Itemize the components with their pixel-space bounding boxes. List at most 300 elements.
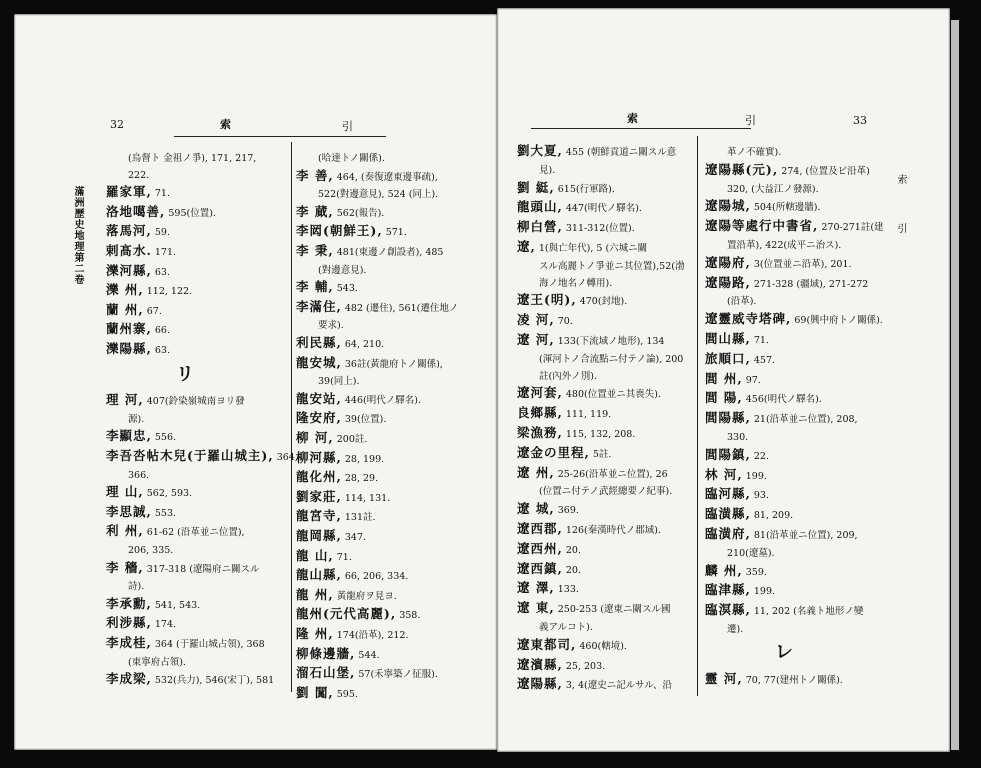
entry-continuation: 詩).: [128, 581, 145, 593]
entry-headword: 遼陽路,: [705, 274, 751, 290]
index-entry: [296, 392, 421, 408]
index-entry: [106, 244, 176, 260]
index-entry: [705, 603, 863, 619]
entry-references: 274, (位置及ビ沿革): [778, 165, 870, 177]
entry-references: 20.: [562, 544, 581, 556]
entry-continuation: (位置ニ付テノ武經總要ノ紀事).: [539, 486, 673, 498]
entry-headword: 遼 東,: [517, 600, 555, 616]
entry-headword: 遼陽城,: [705, 198, 751, 214]
index-entry: [106, 342, 170, 358]
index-entry: [296, 588, 397, 604]
entry-continuation: 置沿革), 422(成平ニ治ス).: [727, 240, 842, 251]
entry-references: 67.: [143, 305, 162, 317]
index-entry: [517, 446, 611, 462]
entry-references: 457.: [750, 354, 776, 366]
entry-references: 562(報告).: [333, 207, 385, 219]
index-entry: [517, 542, 581, 558]
entry-continuation: (渾河トノ合流點ニ付テノ論), 200: [539, 353, 684, 365]
entry-references: 470(封地).: [576, 296, 628, 308]
entry-references: 93.: [750, 490, 769, 502]
index-entry: [517, 426, 635, 442]
entry-headword: 旅順口,: [705, 350, 751, 366]
index-entry: [517, 200, 642, 216]
index-entry: [296, 451, 384, 467]
entry-headword: 理 山,: [106, 484, 144, 500]
index-entry: [705, 372, 761, 388]
entry-references: 39(位置).: [341, 414, 387, 426]
index-entry: [296, 356, 443, 372]
index-entry: [705, 468, 767, 484]
entry-headword: 柳白營,: [517, 219, 563, 235]
index-entry: [296, 300, 458, 316]
index-entry: [517, 144, 676, 160]
index-entry: [106, 429, 176, 445]
entry-headword: 梁漁務,: [517, 425, 563, 440]
entry-headword: 柳河縣,: [296, 449, 342, 465]
index-entry: [106, 505, 176, 521]
entry-headword: 龍山縣,: [296, 567, 342, 583]
entry-headword: 遼陽等處行中書省,: [705, 218, 819, 234]
index-entry: [705, 199, 820, 215]
entry-headword: 劉 綎,: [517, 179, 555, 195]
entry-headword: 龍 州,: [296, 586, 334, 602]
index-entry: [517, 466, 668, 482]
index-entry: [296, 666, 438, 682]
entry-headword: 閭 州,: [705, 370, 743, 386]
entry-headword: 龍頭山,: [517, 199, 563, 215]
header-center: 索: [220, 118, 231, 131]
entry-headword: 李 穡,: [106, 559, 144, 575]
entry-references: 369.: [554, 505, 579, 517]
entry-continuation: 註(內外ノ別).: [539, 370, 597, 382]
entry-headword: 凌 河,: [517, 312, 555, 328]
index-entry: [705, 312, 883, 328]
entry-headword: 劉家莊,: [296, 488, 342, 504]
index-entry: [705, 583, 775, 599]
entry-headword: 閭陽鎮,: [705, 446, 751, 462]
entry-references: 199.: [742, 470, 767, 482]
entry-references: 364,: [273, 452, 298, 463]
entry-headword: 李 善,: [296, 167, 334, 183]
entry-continuation: 義アルコト).: [539, 622, 593, 633]
index-entry: [106, 303, 162, 319]
entry-references: 456(明代ノ驛名).: [742, 394, 822, 406]
entry-headword: 龍岡縣,: [296, 528, 342, 543]
index-entry: [296, 627, 408, 643]
entry-references: 171.: [151, 247, 177, 258]
entry-references: 64, 210.: [341, 339, 385, 350]
entry-references: 63.: [151, 266, 170, 278]
index-entry: [296, 431, 367, 447]
index-entry: [517, 502, 579, 518]
entry-references: 543.: [333, 283, 358, 295]
entry-references: 464, (奏復遼東邊事疏),: [333, 171, 438, 183]
entry-continuation: (烏督ト 金祖ノ爭), 171, 217,: [128, 153, 257, 164]
entry-headword: 閭陽縣,: [705, 410, 751, 426]
entry-references: 66.: [151, 325, 170, 337]
entry-references: 36註(黃龍府トノ關係),: [341, 358, 443, 370]
entry-headword: 溜石山堡,: [296, 665, 356, 681]
entry-headword: 遼 澤,: [517, 580, 555, 596]
entry-continuation: 330.: [727, 432, 749, 443]
entry-continuation: 222.: [128, 169, 150, 181]
index-entry: [705, 219, 884, 235]
entry-headword: 濼陽縣,: [106, 341, 152, 356]
index-entry: [517, 658, 605, 674]
index-entry: [517, 581, 579, 597]
index-entry: [517, 406, 611, 422]
entry-references: 595(位置).: [165, 207, 216, 219]
index-entry: [106, 672, 274, 688]
entry-references: 174.: [151, 619, 177, 631]
entry-references: 21(沿革並ニ位置), 208,: [750, 414, 858, 426]
entry-references: 556.: [151, 432, 177, 444]
index-entry: [296, 224, 407, 240]
entry-headword: 蘭 州,: [106, 301, 144, 317]
index-entry: [296, 509, 376, 525]
index-entry: [705, 672, 843, 688]
entry-headword: 閭山縣,: [705, 331, 751, 346]
entry-references: 571.: [382, 227, 407, 239]
entry-headword: 臨潢府,: [705, 526, 751, 541]
entry-headword: 龍州(元代高麗),: [296, 606, 397, 622]
index-entry: [517, 240, 647, 256]
section-letter: リ: [176, 363, 194, 385]
entry-references: 28, 29.: [341, 473, 379, 485]
margin-index-label: 索 引: [895, 174, 906, 252]
index-entry: [106, 485, 192, 501]
entry-headword: 濼 州,: [106, 282, 144, 298]
entry-references: 28, 199.: [341, 453, 385, 465]
index-entry: [517, 293, 627, 309]
entry-references: 270-271註(建: [818, 222, 884, 234]
entry-references: 81(沿革並ニ位置), 209,: [750, 530, 858, 541]
entry-headword: 遼河套,: [517, 385, 563, 401]
entry-references: 71.: [151, 188, 170, 200]
index-entry: [517, 220, 635, 236]
entry-headword: 柳條邊牆,: [296, 645, 356, 661]
entry-references: 22.: [750, 450, 769, 462]
entry-headword: 遼陽縣(元),: [705, 161, 779, 177]
index-entry: [296, 336, 384, 352]
index-entry: [705, 256, 852, 272]
entry-references: 133(下流域ノ地形), 134: [554, 336, 665, 347]
entry-continuation: 見).: [539, 164, 556, 176]
entry-headword: 落馬河,: [106, 223, 152, 239]
entry-headword: 林 河,: [705, 466, 743, 482]
index-entry: [106, 449, 298, 465]
entry-continuation: (沿革).: [727, 296, 757, 308]
entry-headword: 遼陽府,: [705, 254, 751, 270]
entry-headword: 利涉縣,: [106, 615, 152, 631]
entry-references: 1(與亡年代), 5 (六城ニ關: [535, 243, 648, 254]
index-entry: [705, 564, 767, 580]
entry-headword: 龍安城,: [296, 354, 342, 370]
entry-continuation: 源).: [128, 413, 145, 425]
entry-references: 25-26(沿革並ニ位置), 26: [554, 468, 668, 480]
entry-references: 544.: [355, 649, 380, 661]
index-entry: [296, 169, 438, 185]
index-entry: [517, 677, 672, 693]
header-center: 引: [745, 114, 756, 127]
entry-headword: 遼濱縣,: [517, 656, 563, 672]
entry-headword: 臨河縣,: [705, 486, 751, 502]
entry-headword: 李 輔,: [296, 279, 334, 295]
entry-continuation: (東寧府占領).: [128, 656, 186, 668]
entry-continuation: 522(對邊意見), 524 (同上).: [318, 189, 439, 201]
index-entry: [705, 487, 769, 503]
entry-references: 615(行軍路).: [554, 183, 615, 195]
entry-references: 70, 77(建州トノ關係).: [742, 674, 843, 686]
index-entry: [296, 549, 352, 565]
entry-references: 25, 203.: [562, 660, 606, 672]
entry-headword: 遼,: [517, 239, 536, 254]
entry-continuation: 320, (大益江ノ發源).: [727, 183, 819, 195]
index-entry: [705, 507, 793, 523]
entry-references: 311-312(位置).: [562, 223, 635, 235]
index-entry: [296, 470, 378, 486]
entry-headword: 遼西鎮,: [517, 560, 563, 576]
entry-references: 199.: [750, 586, 776, 598]
entry-headword: 良鄉縣,: [517, 405, 563, 421]
index-entry: [517, 562, 581, 578]
entry-headword: 遼西郡,: [517, 521, 563, 536]
index-entry: [106, 224, 170, 240]
index-entry: [705, 332, 769, 348]
entry-continuation: (對邊意見).: [318, 264, 367, 276]
entry-headword: 臨潢縣,: [705, 506, 751, 522]
index-entry: [106, 597, 200, 613]
entry-headword: 臨溟縣,: [705, 602, 751, 618]
entry-references: 595.: [333, 688, 358, 700]
entry-headword: 遼陽縣,: [517, 676, 563, 692]
entry-references: 446(明代ノ驛名).: [341, 394, 421, 406]
entry-references: 71.: [333, 551, 352, 563]
index-entry: [296, 647, 380, 663]
entry-headword: 遼 河,: [517, 332, 555, 347]
index-entry: [517, 386, 661, 402]
entry-references: 200註.: [333, 434, 368, 445]
entry-headword: 遼王(明),: [517, 292, 577, 308]
entry-continuation: 366.: [128, 469, 150, 481]
entry-references: 97.: [742, 374, 761, 386]
header-rule: [531, 128, 751, 129]
left-page: [14, 14, 497, 750]
entry-headword: 理 河,: [106, 392, 144, 408]
entry-headword: 龍宮寺,: [296, 508, 342, 524]
entry-references: 553.: [151, 507, 177, 519]
entry-references: 5註.: [589, 448, 612, 460]
entry-references: 562, 593.: [143, 488, 193, 500]
entry-headword: 李㒺(朝鮮王),: [296, 223, 383, 239]
entry-references: 359.: [742, 566, 767, 578]
entry-headword: 利 州,: [106, 523, 144, 539]
entry-references: 3, 4(遼史ニ記ルサル、沿: [562, 680, 672, 692]
index-entry: [296, 244, 443, 260]
entry-headword: 隆 州,: [296, 626, 334, 641]
index-entry: [106, 561, 259, 577]
entry-references: 271-328 (疆域), 271-272: [750, 278, 869, 290]
entry-headword: 利民縣,: [296, 335, 342, 350]
entry-headword: 龍化州,: [296, 469, 342, 485]
entry-headword: 柳 河,: [296, 430, 334, 445]
entry-headword: 李滿住,: [296, 298, 342, 314]
entry-references: 541, 543.: [151, 599, 201, 611]
header-left: 索: [627, 112, 638, 125]
index-entry: [106, 616, 176, 632]
entry-headword: 蘭州寨,: [106, 321, 152, 337]
entry-references: 460(轄境).: [576, 640, 627, 652]
index-entry: [517, 601, 670, 617]
entry-headword: 遼東都司,: [517, 636, 577, 652]
right-page: [497, 8, 950, 752]
entry-headword: 李成梁,: [106, 671, 152, 687]
index-entry: [106, 322, 170, 338]
page-number: 32: [110, 118, 124, 131]
entry-references: 112, 122.: [143, 286, 193, 298]
entry-references: 71.: [750, 335, 769, 346]
entry-references: 364 (于羅山城占領), 368: [151, 639, 265, 650]
entry-headword: 麟 州,: [705, 562, 743, 578]
entry-headword: 劉大夏,: [517, 143, 563, 158]
entry-references: 447(明代ノ驛名).: [562, 203, 642, 215]
entry-references: 20.: [562, 564, 581, 576]
index-entry: [296, 607, 420, 623]
entry-references: 115, 132, 208.: [562, 429, 636, 440]
index-entry: [517, 313, 573, 329]
column-divider: [697, 136, 698, 696]
header-rule: [174, 136, 386, 137]
entry-headword: 濼河縣,: [106, 262, 152, 278]
entry-continuation: スル高麗トノ爭並ニ其位置),52(渤: [539, 260, 685, 272]
entry-references: 69(興中府トノ關係).: [791, 315, 883, 327]
index-entry: [517, 333, 664, 349]
index-entry: [517, 522, 661, 538]
header-right: 引: [342, 120, 353, 133]
page-edge: [951, 20, 959, 750]
entry-continuation: 210(遼墓).: [727, 547, 775, 559]
entry-headword: 閭 陽,: [705, 390, 743, 406]
index-entry: [705, 391, 822, 407]
entry-references: 504(所轄邊牆).: [750, 202, 821, 214]
entry-references: 11, 202 (名義ト地形ノ變: [750, 606, 864, 618]
entry-references: 407(鈴染嶺城南ヨリ發: [143, 396, 245, 408]
index-entry: [106, 636, 265, 652]
entry-headword: 靈 河,: [705, 670, 743, 686]
entry-references: 250-253 (遼東ニ關スル國: [554, 604, 671, 616]
entry-continuation: 遷).: [727, 624, 744, 635]
index-entry: [705, 411, 858, 427]
entry-headword: 洛地噶善,: [106, 203, 166, 219]
index-entry: [705, 448, 769, 464]
entry-headword: 羅家軍,: [106, 184, 152, 200]
entry-references: 57(禾寧築ノ征服).: [355, 669, 438, 681]
entry-references: 481(東邊ノ創設者), 485: [333, 247, 444, 258]
entry-references: 126(秦漢時代ノ郡域).: [562, 525, 661, 536]
index-entry: [106, 264, 170, 280]
entry-continuation: 39(同上).: [318, 376, 360, 388]
index-entry: [296, 280, 358, 296]
entry-references: 482 (遷住), 561(遷住地ノ: [341, 302, 459, 314]
entry-continuation: (哈達トノ關係).: [318, 153, 385, 164]
entry-headword: 李思誠,: [106, 503, 152, 519]
index-entry: [106, 283, 192, 299]
entry-headword: 遼西州,: [517, 540, 563, 556]
entry-references: 480(位置並ニ其喪失).: [562, 389, 661, 401]
index-entry: [705, 352, 775, 368]
entry-references: 174(沿革), 212.: [333, 630, 409, 641]
entry-headword: 遼金の里程,: [517, 444, 590, 460]
entry-references: 317-318 (遼陽府ニ關スル: [143, 563, 260, 575]
entry-headword: 李承勳,: [106, 595, 152, 611]
index-entry: [517, 638, 627, 654]
entry-headword: 遼靈威寺塔碑,: [705, 311, 792, 327]
entry-references: 114, 131.: [341, 492, 391, 504]
column-divider: [291, 142, 292, 692]
index-entry: [705, 163, 870, 179]
entry-headword: 遼 州,: [517, 464, 555, 480]
entry-references: 133.: [554, 584, 579, 596]
page-number: 33: [853, 114, 867, 127]
entry-headword: 臨津縣,: [705, 582, 751, 598]
entry-continuation: 海ノ地名ノ轉用).: [539, 277, 613, 289]
entry-headword: 李 秉,: [296, 243, 334, 258]
section-letter: レ: [775, 641, 793, 663]
entry-references: 66, 206, 334.: [341, 571, 409, 583]
index-entry: [106, 524, 245, 540]
entry-headword: 龍 山,: [296, 547, 334, 563]
index-entry: [106, 393, 245, 409]
index-entry: [296, 529, 366, 545]
index-entry: [517, 181, 615, 197]
entry-continuation: 206, 335.: [128, 545, 174, 556]
entry-references: 455 (朝鮮貢道ニ關スル意: [562, 147, 677, 158]
index-entry: [705, 276, 868, 292]
index-entry: [106, 185, 170, 201]
entry-headword: 龍安站,: [296, 390, 342, 406]
index-entry: [296, 490, 390, 506]
index-entry: [705, 527, 858, 543]
entry-headword: 劉 闖,: [296, 684, 334, 700]
entry-references: 63.: [151, 345, 170, 356]
entry-headword: 遼 城,: [517, 501, 555, 517]
entry-references: 61-62 (沿革並ニ位置),: [143, 527, 245, 539]
index-entry: [296, 205, 384, 221]
entry-headword: 李成桂,: [106, 635, 152, 650]
entry-continuation: 要求).: [318, 320, 344, 332]
entry-references: 131註.: [341, 512, 376, 524]
entry-references: 81, 209.: [750, 510, 794, 522]
entry-headword: 李吾呇帖木兒(于羅山城主),: [106, 448, 274, 463]
entry-references: 111, 119.: [562, 409, 612, 421]
entry-references: 70.: [554, 316, 573, 328]
index-entry: [296, 686, 358, 702]
entry-references: 347.: [341, 532, 367, 543]
entry-references: 532(兵力), 546(宋丁), 581: [151, 675, 275, 687]
index-entry: [296, 568, 408, 584]
entry-references: 59.: [151, 227, 170, 239]
entry-references: 3(位置並ニ沿革), 201.: [750, 258, 852, 270]
entry-references: 358.: [396, 610, 421, 622]
entry-headword: 李顯忠,: [106, 428, 152, 444]
entry-references: 黃龍府ヲ見ヨ.: [333, 590, 397, 602]
index-entry: [296, 411, 386, 427]
side-title: 滿洲歷史地理第二卷: [72, 186, 83, 285]
entry-continuation: 革ノ不確實).: [727, 147, 782, 158]
entry-headword: 李 蕆,: [296, 203, 334, 219]
entry-headword: 隆安府,: [296, 410, 342, 426]
index-entry: [106, 205, 216, 221]
